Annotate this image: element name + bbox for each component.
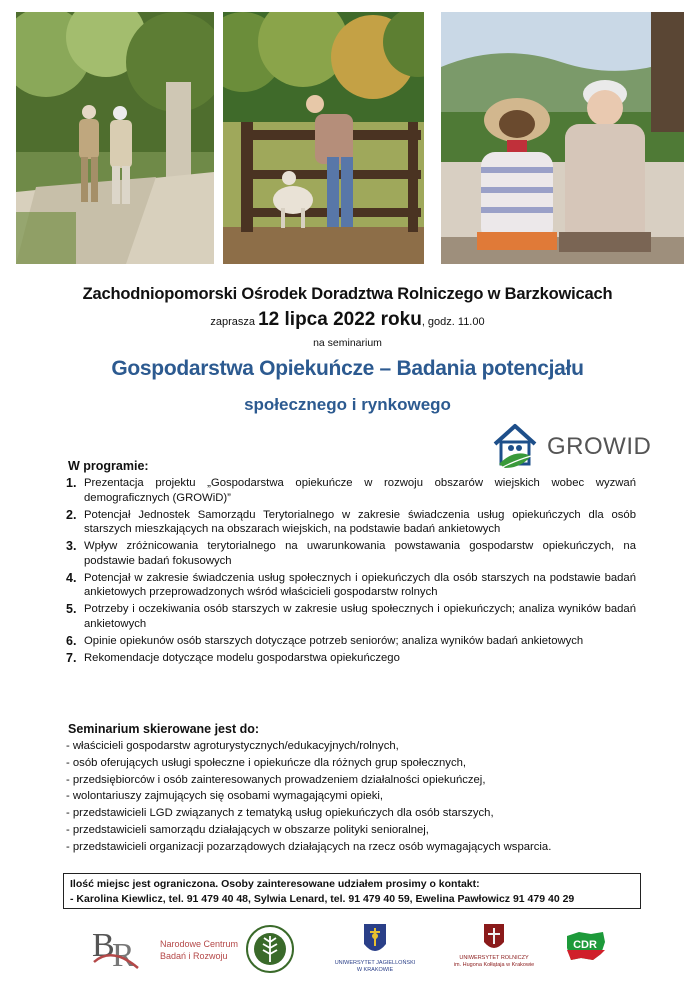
audience-item: - przedstawicieli organizacji pozarządowych działających na rzecz osób wymagających wsparcia. [66,840,552,853]
cdr-logo-text: CDR [573,939,597,951]
photo-farmer-with-lamb [223,12,424,264]
audience-item: - wolontariuszy zajmujących się osobami wymagającymi opieki, [66,790,384,803]
program-item [66,634,636,649]
growid-house-icon [491,420,539,472]
program-item-text: Potencjał w zakresie świadczenia usług społecznych i opiekuńczych dla osób starszych na podstawie badań ankietowych przeprowadzonych wśród właścicieli gospodarstw rolnych [84,571,636,598]
audience-item: - właścicieli gospodarstw agroturystycznych/edukacyjnych/rolnych, [66,740,399,752]
audience-item: - osób oferujących usługi społeczne i opiekuńcze dla różnych grup społecznych, [66,756,467,769]
program-item-number: 3. [66,539,77,553]
program-item [66,539,636,568]
ur-name-line1: UNIWERSYTET ROLNICZY [459,955,529,961]
event-date: 12 lipca 2022 roku [258,309,422,330]
organizer-name: Zachodniopomorski Ośrodek Doradztwa Rolniczego w Barzkowicach [82,285,613,303]
uj-name-line1: UNIWERSYTET JAGIELLOŃSKI [334,960,416,966]
seminar-label: na seminarium [313,337,382,349]
program-item-number: 4. [66,570,77,585]
program-item-number: 1. [66,476,77,490]
event-time: , godz. 11.00 [421,316,485,328]
seminar-title-line2: społecznego i rynkowego [244,395,451,414]
ncbr-logo-text [160,938,238,962]
uj-logo-text [318,960,432,974]
ur-logo-text [446,955,542,969]
program-item [66,602,636,631]
audience-item: - przedstawicieli LGD związanych z tematyką usług opiekuńczych dla osób starszych, [66,807,494,820]
invitation-line [0,309,695,331]
program-item-text: Rekomendacje dotyczące modelu gospodarstwa opiekuńczego [84,651,400,664]
program-item [66,571,636,600]
program-item [66,476,636,505]
photo-elderly-couple-walking [16,12,214,264]
contact-persons: - Karolina Kiewlicz, tel. 91 479 40 48, Sylwia Lenard, tel. 91 479 40 59, Ewelina Pawłowicz 91 479 40 29 [70,893,575,905]
growid-logo-text: GROWID [547,433,652,460]
program-item-text: Prezentacja projektu „Gospodarstwa opiekuńcze w rozwoju obszarów wiejskich wobec wyzwań demograficznych (GROWiD)” [84,477,636,504]
cdr-logo-icon [563,928,607,964]
ncbr-name-line1: Narodowe Centrum [160,939,239,949]
program-heading: W programie: [68,459,149,473]
ur-name-line2: im. Hugona Kołłątaja w Krakowie [453,962,535,968]
invite-prefix: zaprasza [210,316,256,328]
audience-heading: Seminarium skierowane jest do: [68,722,260,736]
audience-list [66,738,646,856]
program-list [66,476,636,668]
header-photos [16,12,684,264]
partner-logos [0,920,695,980]
ncbr-name-line2: Badań i Rozwoju [160,951,228,961]
uj-name-line2: W KRAKOWIE [356,967,394,973]
program-item-number: 2. [66,507,77,522]
program-item [66,508,636,537]
program-item-text: Wpływ zróżnicowania terytorialnego na uwarunkowania powstawania gospodarstw opiekuńczych, na podstawie badań fokusowych [84,540,636,567]
audience-item: - przedsiębiorców i osób zainteresowanych prowadzeniem działalności opiekuńczej, [66,773,486,786]
program-item [66,651,636,666]
program-item-number: 5. [66,602,77,616]
program-item-number: 7. [66,650,77,665]
ur-crest-icon [482,922,506,954]
program-item-number: 6. [66,633,77,648]
ncbr-logo-icon [92,926,154,974]
ministry-agriculture-seal-icon [245,924,295,974]
growid-logo [491,420,671,472]
svg-text:B: B [92,927,115,964]
contact-intro: Ilość miejsc jest ograniczona. Osoby zainteresowane udziałem prosimy o kontakt: [70,878,480,890]
program-item-text: Opinie opiekunów osób starszych dotyczące potrzeb seniorów; analiza wyników badań ankietowych [84,634,584,647]
contact-box [63,873,641,909]
audience-item: - przedstawicieli samorządu działających w obszarze polityki senioralnej, [66,823,429,836]
photo-elderly-couple-sitting [441,12,684,264]
uj-crest-icon [362,922,388,958]
program-item-text: Potencjał Jednostek Samorządu Terytorialnego w zakresie świadczenia usług opiekuńczych dla osób starszych mieszkających na obszarach wiejskich, na podstawie badań ankietowych [84,508,636,535]
svg-text:R: R [112,937,135,974]
seminar-title-line1: Gospodarstwa Opiekuńcze – Badania potencjału [111,357,584,380]
program-item-text: Potrzeby i oczekiwania osób starszych w zakresie usług społecznych i opiekuńczych; analiza wyników badań ankietowych [84,603,636,630]
